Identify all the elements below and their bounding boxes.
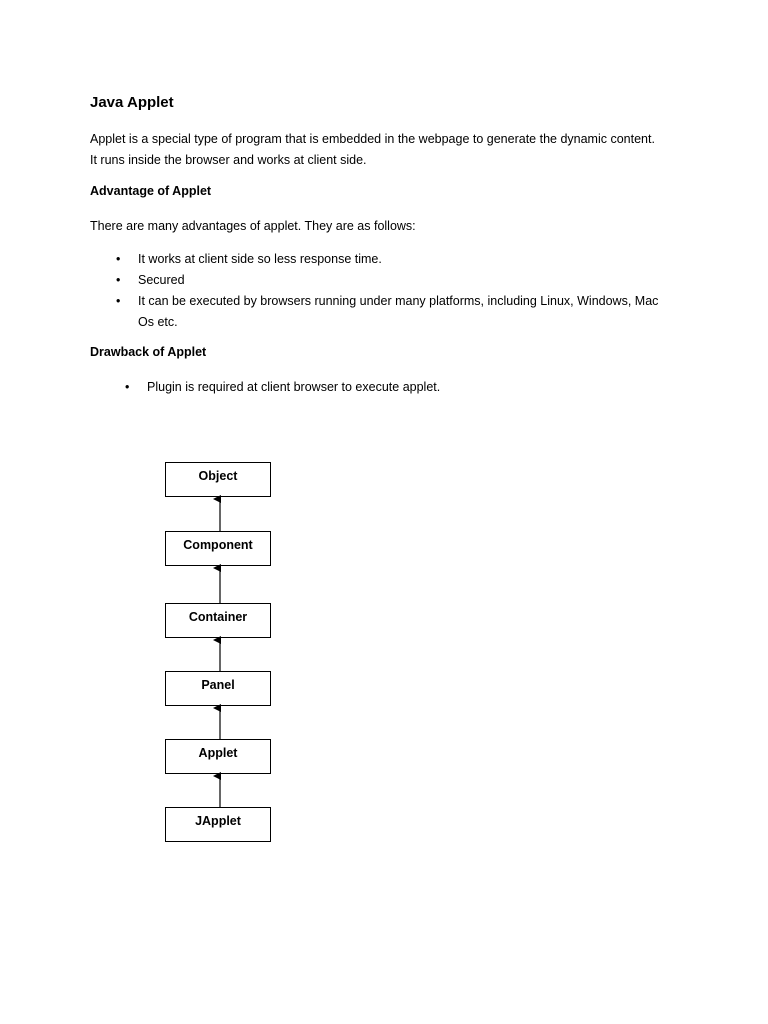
list-item-text: It can be executed by browsers running under many platforms, including Linux, Windows, Mac	[138, 294, 659, 308]
list-item-text: Os etc.	[138, 315, 178, 329]
diagram-node-applet: Applet	[165, 739, 271, 774]
list-item	[116, 249, 698, 270]
intro-paragraph	[90, 129, 690, 171]
list-item-text: It works at client side so less response time.	[138, 252, 382, 266]
diagram-node-panel: Panel	[165, 671, 271, 706]
list-item-text: Plugin is required at client browser to execute applet.	[147, 380, 441, 394]
advantage-heading: Advantage of Applet	[90, 184, 212, 198]
list-item-continuation	[138, 312, 698, 333]
diagram-node-component: Component	[165, 531, 271, 566]
diagram-node-object: Object	[165, 462, 271, 497]
page-title: Java Applet	[90, 94, 174, 111]
diagram-node-japplet: JApplet	[165, 807, 271, 842]
intro-line-2: It runs inside the browser and works at client side.	[90, 153, 367, 167]
list-item	[116, 270, 698, 291]
list-item	[116, 291, 698, 312]
list-item	[125, 377, 707, 398]
intro-line-1: Applet is a special type of program that is embedded in the webpage to generate the dynamic content.	[90, 132, 655, 146]
bullet-icon: •	[116, 294, 121, 308]
list-item-text: Secured	[138, 273, 185, 287]
diagram-node-container: Container	[165, 603, 271, 638]
advantage-list	[116, 249, 698, 333]
drawback-heading: Drawback of Applet	[90, 345, 207, 359]
bullet-icon: •	[125, 380, 130, 394]
bullet-icon: •	[116, 252, 121, 266]
drawback-list	[125, 377, 707, 398]
advantage-intro: There are many advantages of applet. They are as follows:	[90, 219, 416, 233]
bullet-icon: •	[116, 273, 121, 287]
